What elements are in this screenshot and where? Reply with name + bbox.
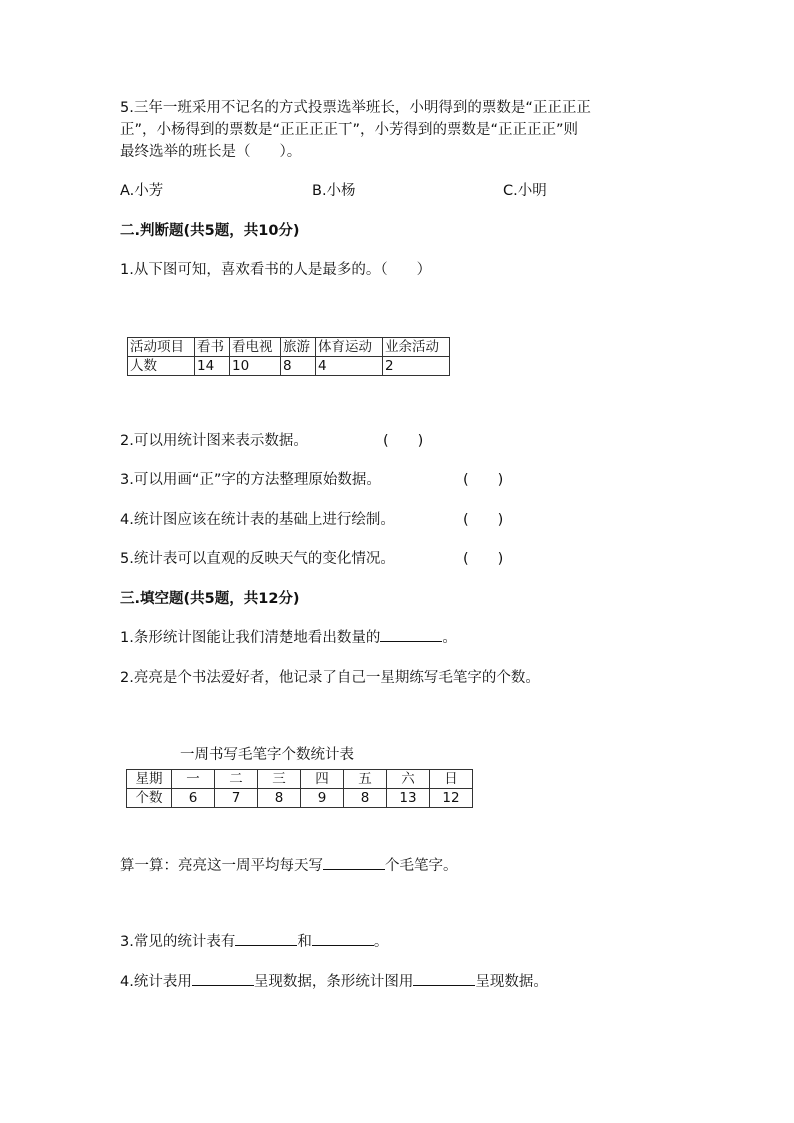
blank-field[interactable] — [312, 931, 374, 946]
s3-q3 — [120, 930, 388, 951]
table-cell: 7 — [215, 789, 258, 808]
table-cell: 6 — [172, 789, 215, 808]
table-cell: 看电视 — [230, 338, 281, 357]
table-cell: 四 — [301, 770, 344, 789]
s3-q3-text: 3.常见的统计表有 — [120, 934, 236, 950]
table-cell: 人数 — [128, 357, 195, 376]
s3-calc-text: 算一算：亮亮这一周平均每天写 — [120, 858, 323, 874]
s2-q4-paren: ( ) — [463, 512, 504, 528]
table-cell: 看书 — [195, 338, 230, 357]
section3-title: 三.填空题(共5题，共12分) — [120, 591, 300, 607]
s2-q3-paren: ( ) — [463, 472, 504, 488]
s3-q3-end: 。 — [373, 934, 389, 950]
table-cell: 星期 — [127, 770, 172, 789]
blank-field[interactable] — [380, 627, 442, 642]
s2-q2: 2.可以用统计图来表示数据。 — [120, 433, 308, 449]
table-row — [128, 357, 450, 376]
s3-q4-mid: 呈现数据，条形统计图用 — [253, 974, 414, 990]
s2-q5: 5.统计表可以直观的反映天气的变化情况。 — [120, 551, 395, 567]
table-cell: 一 — [172, 770, 215, 789]
s3-calc — [120, 854, 458, 875]
s3-q1-end: 。 — [442, 630, 457, 646]
table-header-row — [127, 770, 473, 789]
s3-q2: 2.亮亮是个书法爱好者，他记录了自己一星期练写毛笔字的个数。 — [120, 670, 540, 686]
table-header-row — [128, 338, 450, 357]
table-cell: 12 — [430, 789, 473, 808]
s2-q4: 4.统计图应该在统计表的基础上进行绘制。 — [120, 512, 395, 528]
table-cell: 五 — [344, 770, 387, 789]
q5-option-b: B.小杨 — [312, 183, 356, 199]
q5-option-c: C.小明 — [503, 183, 547, 199]
s3-q4 — [120, 970, 548, 991]
table-cell: 活动项目 — [128, 338, 195, 357]
table-cell: 8 — [344, 789, 387, 808]
activity-table — [127, 337, 450, 376]
s2-q1: 1.从下图可知，喜欢看书的人是最多的。（ ） — [120, 262, 432, 278]
q5-line2: 正”，小杨得到的票数是“正正正正丅”，小芳得到的票数是“正正正正”则 — [120, 122, 579, 138]
s2-q5-paren: ( ) — [463, 551, 504, 567]
section2-title: 二.判断题(共5题，共10分) — [120, 223, 300, 239]
table-cell: 4 — [316, 357, 383, 376]
s3-q1-text: 1.条形统计图能让我们清楚地看出数量的 — [120, 630, 381, 646]
blank-field[interactable] — [235, 931, 297, 946]
table-cell: 体育运动 — [316, 338, 383, 357]
s3-calc-end: 个毛笔字。 — [385, 858, 458, 874]
table-cell: 业余活动 — [383, 338, 450, 357]
blank-field[interactable] — [192, 971, 254, 986]
blank-field[interactable] — [413, 971, 475, 986]
q5-option-a: A.小芳 — [120, 183, 164, 199]
brush-table — [126, 769, 473, 808]
s2-q2-paren: ( ) — [383, 433, 424, 449]
q5-line3: 最终选举的班长是（ ）。 — [120, 144, 302, 160]
s3-q1 — [120, 626, 457, 647]
s3-q4-end: 呈现数据。 — [475, 974, 548, 990]
table-cell: 旅游 — [281, 338, 316, 357]
q5-line1: 5.三年一班采用不记名的方式投票选举班长，小明得到的票数是“正正正正 — [120, 100, 591, 116]
table-row — [127, 789, 473, 808]
table-cell: 三 — [258, 770, 301, 789]
s2-q3: 3.可以用画“正”字的方法整理原始数据。 — [120, 472, 381, 488]
table-cell: 13 — [387, 789, 430, 808]
table-cell: 8 — [281, 357, 316, 376]
table-cell: 日 — [430, 770, 473, 789]
table-cell: 10 — [230, 357, 281, 376]
table-cell: 14 — [195, 357, 230, 376]
table-cell: 9 — [301, 789, 344, 808]
brush-table-title: 一周书写毛笔字个数统计表 — [180, 747, 354, 763]
s3-q4-text: 4.统计表用 — [120, 974, 192, 990]
s3-q3-and: 和 — [297, 934, 312, 950]
blank-field[interactable] — [323, 855, 385, 870]
table-cell: 六 — [387, 770, 430, 789]
table-cell: 8 — [258, 789, 301, 808]
table-cell: 个数 — [127, 789, 172, 808]
table-cell: 2 — [383, 357, 450, 376]
table-cell: 二 — [215, 770, 258, 789]
